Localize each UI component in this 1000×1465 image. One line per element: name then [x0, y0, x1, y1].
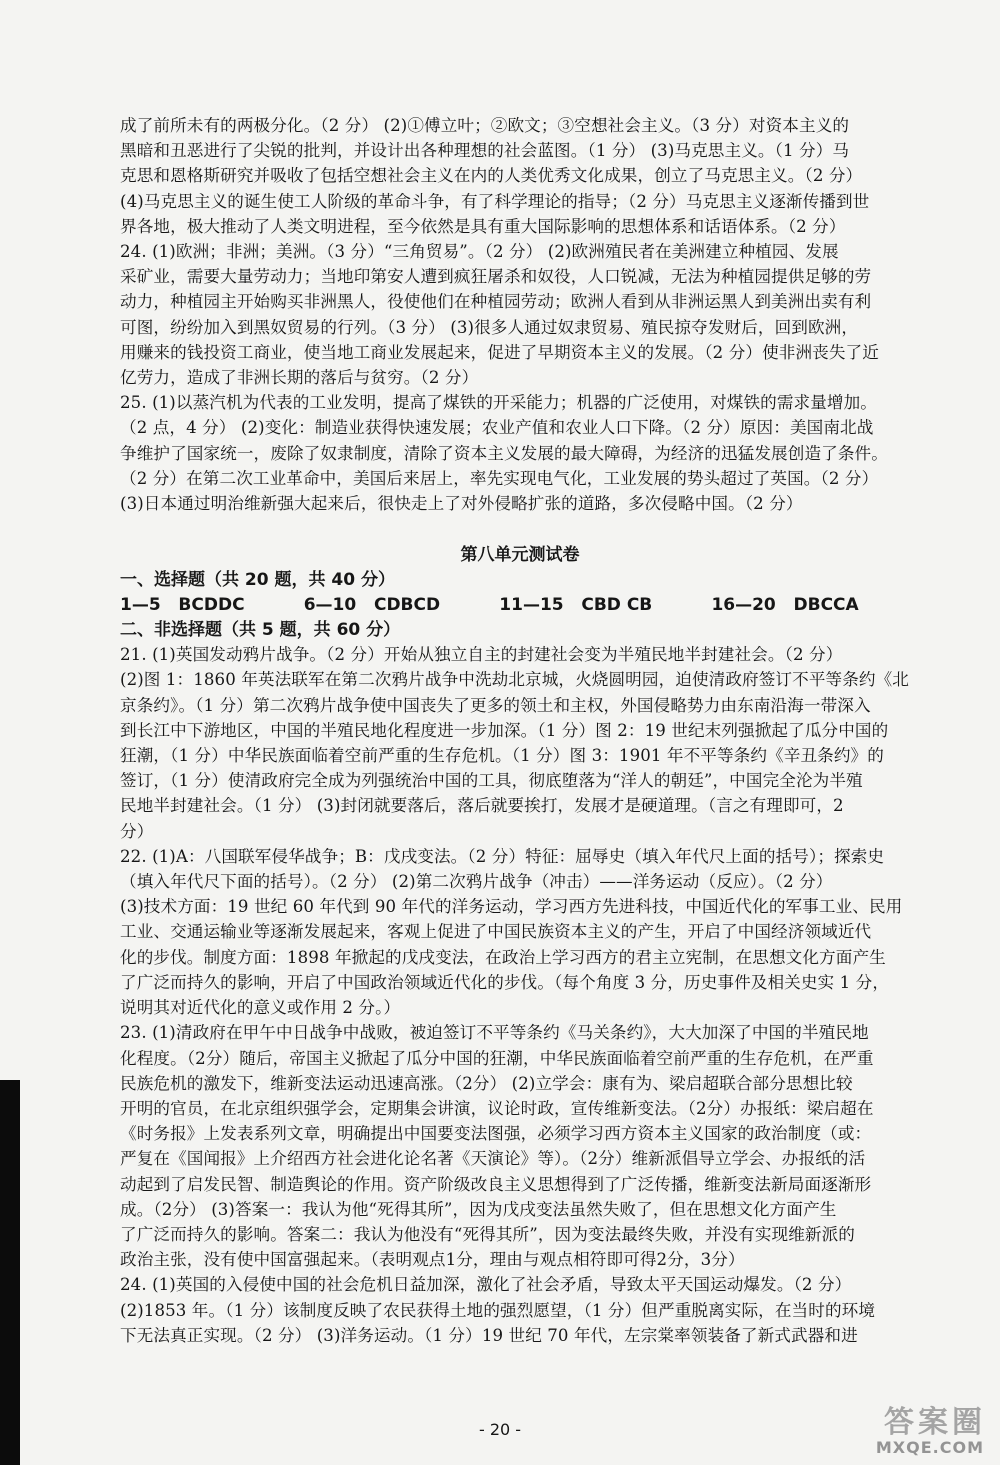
- text-line: 亿劳力，造成了非洲长期的落后与贫穷。（2 分）: [120, 368, 479, 388]
- text-line: 争维护了国家统一，废除了奴隶制度，清除了资本主义发展的最大障碍，为经济的迅猛发展创造了条件。: [120, 443, 888, 463]
- watermark: [836, 1397, 986, 1457]
- paragraph-q24: [120, 239, 920, 390]
- text-line: 政治主张，没有使中国富强起来。（表明观点1分，理由与观点相符即可得2分，3分）: [120, 1250, 745, 1270]
- text-line: 说明其对近代化的意义或作用 2 分。）: [120, 998, 401, 1018]
- text-line: 下无法真正实现。（2 分） (3)洋务运动。（1 分）19 世纪 70 年代，左宗棠率领装备了新式武器和进: [120, 1325, 858, 1345]
- text-line: (4)马克思主义的诞生使工人阶级的革命斗争，有了科学理论的指导；（2 分）马克思主义逐渐传播到世: [120, 191, 870, 211]
- text-line: 黑暗和丑恶进行了尖锐的批判，并设计出各种理想的社会蓝图。（1 分） (3)马克思主义。（1 分）马: [120, 141, 850, 161]
- paragraph-q21: [120, 642, 920, 844]
- paragraph-q22: [120, 844, 920, 1020]
- text-line: 狂潮，（1 分）中华民族面临着空前严重的生存危机。（1 分）图 3：1901 年不平等条约《辛丑条约》的: [120, 746, 884, 766]
- text-line: （2 点，4 分） (2)变化：制造业获得快速发展；农业产值和农业人口下降。（2 分）原因：美国南北战: [120, 418, 874, 438]
- text-line: 签订，（1 分）使清政府完全成为列强统治中国的工具，彻底堕落为“洋人的朝廷”，中国完全沦为半殖: [120, 771, 863, 791]
- text-line: 动力，种植园主开始购买非洲黑人，役使他们在种植园劳动；欧洲人看到从非洲运黑人到美洲出卖有利: [120, 292, 872, 312]
- text-line: 动起到了启发民智、制造舆论的作用。资产阶级改良主义思想得到了广泛传播，维新变法新局面逐渐形: [120, 1174, 872, 1194]
- paragraph-q24-unit8: [120, 1272, 920, 1348]
- text-line: 界各地，极大推动了人类文明进程，至今依然是具有重大国际影响的思想体系和话语体系。（2 分）: [120, 216, 846, 236]
- paragraph-q25: [120, 390, 920, 516]
- text-line: 京条约》。（1 分）第二次鸦片战争使中国丧失了更多的领土和主权，外国侵略势力由东南沿海一带深入: [120, 695, 871, 715]
- text-line: 化的步伐。制度方面：1898 年掀起的戊戌变法，在政治上学习西方的君主立宪制，在思想文化方面产生: [120, 947, 886, 967]
- text-line: 24. (1)英国的入侵使中国的社会危机日益加深，激化了社会矛盾，导致太平天国运动爆发。（2 分）: [120, 1275, 852, 1295]
- text-line: 采矿业，需要大量劳动力；当地印第安人遭到疯狂屠杀和奴役，人口锐减，无法为种植园提供足够的劳: [120, 267, 872, 287]
- page-number: - 20 -: [478, 1420, 522, 1439]
- watermark-url: MXQE.COM: [875, 1438, 984, 1457]
- choice-answers: 1—5 BCDDC 6—10 CDBCD 11—15 CBD CB 16—20 DBCCA: [120, 595, 859, 616]
- text-line: （2 分）在第二次工业革命中，美国后来居上，率先实现电气化，工业发展的势头超过了英国。（2 分）: [120, 468, 879, 488]
- watermark-logo: 答案圈: [884, 1405, 986, 1440]
- section-heading-nonchoice: 二、非选择题（共 5 题，共 60 分）: [120, 620, 401, 641]
- text-line: 23. (1)清政府在甲午中日战争中战败，被迫签订不平等条约《马关条约》，大大加深了中国的半殖民地: [120, 1023, 869, 1043]
- text-line: 用赚来的钱投资工商业，使当地工商业发展起来，促进了早期资本主义的发展。（2 分）使非洲丧失了近: [120, 342, 879, 362]
- text-line: 24. (1)欧洲；非洲；美洲。（3 分）“三角贸易”。（2 分） (2)欧洲殖民者在美洲建立种植园、发展: [120, 242, 839, 262]
- text-line: 21. (1)英国发动鸦片战争。（2 分）开始从独立自主的封建社会变为半殖民地半封建社会。（2 分）: [120, 645, 843, 665]
- text-line: (3)技术方面：19 世纪 60 年代到 90 年代的洋务运动，学习西方先进科技，中国近代化的军事工业、民用: [120, 897, 903, 917]
- text-line: 成了前所未有的两极分化。（2 分） (2)①傅立叶；②欧文；③空想社会主义。（3 分）对资本主义的: [120, 116, 850, 135]
- section-heading-choice: 一、选择题（共 20 题，共 40 分）: [120, 570, 395, 591]
- text-line: 工业、交通运输业等逐渐发展起来，客观上促进了中国民族资本主义的产生，开启了中国经济领域近代: [120, 922, 872, 942]
- scan-shadow-edge: [0, 1080, 20, 1465]
- text-line: (2)图 1：1860 年英法联军在第二次鸦片战争中洗劫北京城，火烧圆明园，迫使清政府签订不平等条约《北: [120, 670, 909, 690]
- text-line: 民地半封建社会。（1 分） (3)封闭就要落后，落后就要挨打，发展才是硬道理。（言之有理即可，2: [120, 796, 844, 816]
- text-line: 到长江中下游地区，中国的半殖民地化程度进一步加深。（1 分）图 2：19 世纪末列强掀起了瓜分中国的: [120, 720, 889, 740]
- text-line: (3)日本通过明治维新强大起来后，很快走上了对外侵略扩张的道路，多次侵略中国。（2 分）: [120, 494, 803, 514]
- text-line: 22. (1)A：八国联军侵华战争；B：戊戌变法。（2 分）特征：屈辱史（填入年代尺上面的括号）；探索史: [120, 846, 885, 866]
- text-line: 严复在《国闻报》上介绍西方社会进化论名著《天演论》等）。（2分）维新派倡导立学会、办报纸的活: [120, 1149, 866, 1169]
- text-line: 化程度。（2分）随后，帝国主义掀起了瓜分中国的狂潮，中华民族面临着空前严重的生存危机，在严重: [120, 1048, 874, 1068]
- text-line: 25. (1)以蒸汽机为代表的工业发明，提高了煤铁的开采能力；机器的广泛使用，对煤铁的需求量增加。: [120, 393, 878, 413]
- paragraph-q23: [120, 1020, 920, 1272]
- text-line: 民族危机的激发下，维新变法运动迅速高涨。（2分） (2)立学会：康有为、梁启超联合部分思想比较: [120, 1073, 853, 1093]
- paragraph-q23-continued: [120, 113, 920, 239]
- text-line: 了广泛而持久的影响，开启了中国政治领域近代化的步伐。（每个角度 3 分，历史事件及相关史实 1 分，: [120, 972, 890, 992]
- text-line: 了广泛而持久的影响。答案二：我认为他没有“死得其所”，因为变法最终失败，并没有实现维新派的: [120, 1224, 855, 1244]
- text-line: 《时务报》上发表系列文章，明确提出中国要变法图强，必须学习西方资本主义国家的政治制度（或：: [120, 1124, 872, 1144]
- text-line: （填入年代尺下面的括号）。（2 分） (2)第二次鸦片战争（冲击）——洋务运动（反应）。（2 分）: [120, 872, 833, 892]
- text-line: 成。（2分） (3)答案一：我认为他“死得其所”，因为戊戌变法虽然失败了，但在思想文化方面产生: [120, 1199, 837, 1219]
- answer-key-page: [120, 113, 920, 1348]
- text-line: 克思和恩格斯研究并吸收了包括空想社会主义在内的人类优秀文化成果，创立了马克思主义。（2 分）: [120, 166, 863, 186]
- text-line: 开明的官员，在北京组织强学会，定期集会讲演，议论时政，宣传维新变法。（2分）办报纸：梁启超在: [120, 1098, 874, 1118]
- unit-title: 第八单元测试卷: [460, 545, 580, 566]
- text-line: 可图，纷纷加入到黑奴贸易的行列。（3 分） (3)很多人通过奴隶贸易、殖民掠夺发财后，回到欧洲，: [120, 317, 859, 337]
- text-line: 分）: [120, 821, 154, 841]
- text-line: (2)1853 年。（1 分）该制度反映了农民获得土地的强烈愿望，（1 分）但严重脱离实际，在当时的环境: [120, 1300, 876, 1320]
